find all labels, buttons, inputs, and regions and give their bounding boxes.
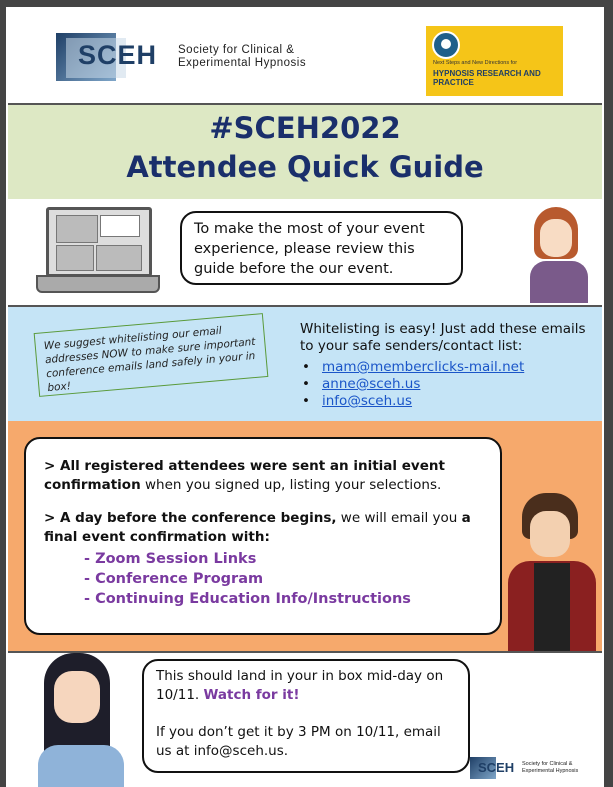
- list-item: [300, 393, 524, 410]
- initial-confirmation-paragraph: > All registered attendees were sent an initial event confirmation when you signed up, listing your selections.: [44, 458, 445, 493]
- redhead-character: [524, 203, 594, 303]
- list-item: [300, 359, 524, 376]
- quick-guide-page: [6, 7, 604, 787]
- landing-line2: If you don’t get it by 3 PM on 10/11, email us at info@sceh.us.: [156, 724, 441, 759]
- landing-speech-bubble: [142, 659, 470, 773]
- list-item: - Conference Program: [84, 569, 482, 589]
- whitelist-note: We suggest whitelisting our email addresses NOW to make sure important conference emails land safely in your in box!: [34, 313, 269, 397]
- whitelist-email-list: [300, 359, 524, 410]
- promo-subtitle: Next Steps and New Directions for: [433, 60, 518, 66]
- email-link[interactable]: info@sceh.us: [322, 393, 413, 409]
- final-confirmation-paragraph: > A day before the conference begins, we will email you a final event confirmation with:: [44, 510, 471, 545]
- landing-section: [8, 653, 602, 787]
- page-title: Attendee Quick Guide: [126, 150, 484, 184]
- footer-sceh-logo: SCEH Society for Clinical & Experimental Hypnosis: [470, 755, 600, 783]
- watch-for-it: Watch for it!: [203, 687, 300, 703]
- confirmation-section: [8, 421, 602, 653]
- confirmation-speech-bubble: [24, 437, 502, 635]
- confirmation-items: [44, 549, 482, 609]
- intro-text: To make the most of your event experience, please review this guide before the our event.: [194, 221, 425, 277]
- landing-line1: This should land in your in box mid-day on 10/11. Watch for it!: [156, 668, 444, 703]
- head-icon: [432, 31, 460, 59]
- email-link[interactable]: anne@sceh.us: [322, 376, 421, 392]
- logo-abbr: SCEH: [78, 40, 158, 70]
- sceh-logo: [56, 30, 356, 86]
- laptop-illustration: [36, 207, 156, 291]
- intro-speech-bubble: [180, 211, 463, 285]
- logo-full-name: Society for Clinical & Experimental Hypnosis: [178, 44, 307, 69]
- title-band: [8, 103, 602, 201]
- intro-section: [8, 199, 602, 303]
- whitelist-intro: Whitelisting is easy! Just add these emails to your safe senders/contact list:: [300, 321, 586, 354]
- list-item: - Zoom Session Links: [84, 549, 482, 569]
- promo-title: HYPNOSIS RESEARCH AND PRACTICE: [433, 69, 541, 87]
- boy-character: [504, 493, 600, 651]
- woman-character: [34, 653, 130, 787]
- list-item: [300, 376, 524, 393]
- list-item: - Continuing Education Info/Instructions: [84, 589, 482, 609]
- email-link[interactable]: mam@memberclicks-mail.net: [322, 359, 525, 375]
- page-title-hashtag: #SCEH2022: [209, 111, 401, 145]
- whitelist-section: [8, 305, 602, 423]
- conference-theme-badge: [426, 26, 563, 96]
